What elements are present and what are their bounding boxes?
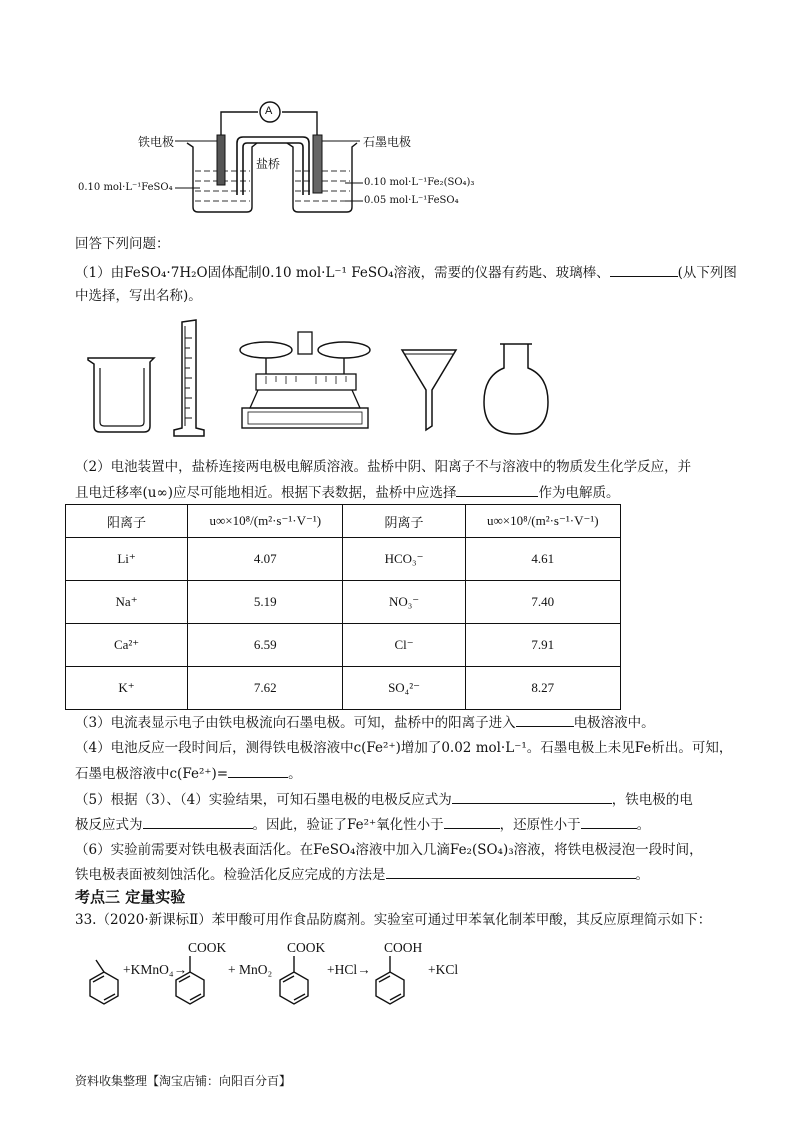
q5-tail: ，铁电极的电 bbox=[611, 792, 693, 808]
intro-text: 回答下列问题： bbox=[75, 236, 170, 252]
table-row bbox=[66, 581, 621, 624]
table-cell: 5.19 bbox=[188, 581, 343, 624]
q6-line1: （6）实验前需要对铁电极表面活化。在FeSO₄溶液中加入几滴Fe₂(SO₄)₃溶液，将铁电极浸泡一段时间， bbox=[75, 842, 703, 858]
q3-tail: 电极溶液中。 bbox=[573, 715, 655, 731]
q4-tail: 。 bbox=[288, 766, 302, 782]
q1-line1 bbox=[75, 262, 737, 283]
q2-line1: （2）电池装置中，盐桥连接两电极电解质溶液。盐桥中阴、阳离子不与溶液中的物质发生化学反应，并 bbox=[75, 459, 692, 475]
q6-answer-blank[interactable] bbox=[386, 864, 636, 879]
product-cook-1: COOK bbox=[188, 940, 227, 955]
table-header: u∞×10⁸/(m²·s⁻¹·V⁻¹) bbox=[188, 505, 343, 538]
reagent-kmno4: +KMnO₄→ bbox=[123, 962, 188, 977]
round-flask-icon bbox=[484, 344, 548, 434]
table-row bbox=[66, 538, 621, 581]
q4-answer-blank[interactable] bbox=[228, 763, 288, 778]
q5-text-a: 极反应式为 bbox=[75, 817, 143, 833]
q5-text-c: ，还原性小于 bbox=[499, 817, 581, 833]
benzoic-acid-structure bbox=[376, 956, 404, 1004]
table-header: 阳离子 bbox=[66, 505, 188, 538]
table-cell: Cl⁻ bbox=[343, 624, 465, 667]
q4-line2 bbox=[75, 763, 302, 784]
product-cook-2: COOK bbox=[287, 940, 326, 955]
product-cooh: COOH bbox=[384, 940, 423, 955]
q5-answer-blank-4[interactable] bbox=[581, 814, 637, 829]
q1-tail: (从下列图 bbox=[677, 265, 737, 281]
table-cell: NO₃⁻ bbox=[343, 581, 465, 624]
q3-text: （3）电流表显示电子由铁电极流向石墨电极。可知，盐桥中的阳离子进入 bbox=[75, 715, 516, 731]
q6-text: 铁电极表面被刻蚀活化。检验活化反应完成的方法是 bbox=[75, 867, 386, 883]
q6-line2 bbox=[75, 864, 649, 885]
product-mno2: + MnO₂ bbox=[228, 962, 273, 977]
q1-text: （1）由FeSO₄·7H₂O固体配制0.10 mol·L⁻¹ FeSO₄溶液，需要的仪器有药匙、玻璃棒、 bbox=[75, 265, 610, 281]
balance-icon bbox=[240, 332, 370, 428]
graphite-electrode-label: 石墨电极 bbox=[363, 135, 412, 149]
q5-line2 bbox=[75, 814, 650, 835]
table-cell: 6.59 bbox=[188, 624, 343, 667]
table-cell: 4.07 bbox=[188, 538, 343, 581]
q3-answer-blank[interactable] bbox=[516, 712, 574, 727]
q5-text: （5）根据（3）、（4）实验结果，可知石墨电极的电极反应式为 bbox=[75, 792, 452, 808]
table-cell: 7.91 bbox=[465, 624, 620, 667]
salt-bridge-label: 盐桥 bbox=[256, 157, 281, 171]
section-title: 考点三 定量实验 bbox=[75, 888, 186, 906]
q2-tail: 作为电解质。 bbox=[538, 485, 620, 501]
q2-text: 且电迁移率(u∞)应尽可能地相近。根据下表数据，盐桥中应选择 bbox=[75, 485, 457, 501]
q5-answer-blank-3[interactable] bbox=[444, 814, 500, 829]
instrument-row bbox=[80, 318, 560, 443]
table-cell: 4.61 bbox=[465, 538, 620, 581]
table-header: u∞×10⁸/(m²·s⁻¹·V⁻¹) bbox=[465, 505, 620, 538]
table-cell: HCO₃⁻ bbox=[343, 538, 465, 581]
ammeter-label: A bbox=[265, 105, 273, 117]
q1-line2: 中选择，写出名称)。 bbox=[75, 288, 202, 304]
table-cell: Ca²⁺ bbox=[66, 624, 188, 667]
reagent-hcl: +HCl→ bbox=[327, 962, 371, 977]
q6-tail: 。 bbox=[635, 867, 649, 883]
iron-electrode-label: 铁电极 bbox=[138, 135, 175, 149]
ion-mobility-table bbox=[65, 504, 621, 710]
table-cell: Li⁺ bbox=[66, 538, 188, 581]
table-row bbox=[66, 667, 621, 710]
q5-line1 bbox=[75, 789, 693, 810]
table-cell: 8.27 bbox=[465, 667, 620, 710]
funnel-icon bbox=[402, 350, 456, 430]
left-solution-label: 0.10 mol·L⁻¹FeSO₄ bbox=[78, 182, 173, 193]
table-header-row bbox=[66, 505, 621, 538]
table-cell: Na⁺ bbox=[66, 581, 188, 624]
q2-line2 bbox=[75, 482, 619, 503]
graduated-cylinder-icon bbox=[174, 320, 204, 436]
q4-text: 石墨电极溶液中c(Fe²⁺)= bbox=[75, 766, 229, 782]
beaker-icon bbox=[88, 358, 154, 432]
table-cell: K⁺ bbox=[66, 667, 188, 710]
q5-text-b: 。因此，验证了Fe²⁺氧化性小于 bbox=[252, 817, 444, 833]
q5-answer-blank-2[interactable] bbox=[143, 814, 253, 829]
table-cell: 7.40 bbox=[465, 581, 620, 624]
q2-answer-blank[interactable] bbox=[456, 482, 538, 497]
product-kcl: +KCl bbox=[428, 962, 459, 977]
footer-text: 资料收集整理【淘宝店铺：向阳百分百】 bbox=[75, 1074, 292, 1088]
q5-answer-blank-1[interactable] bbox=[452, 789, 612, 804]
table-row bbox=[66, 624, 621, 667]
table-header: 阴离子 bbox=[343, 505, 465, 538]
q3-line bbox=[75, 712, 655, 733]
q4-line1: （4）电池反应一段时间后，测得铁电极溶液中c(Fe²⁺)增加了0.02 mol·L⁻¹。石墨电极上未见Fe析出。可知， bbox=[75, 740, 733, 756]
benzoate-structure-2 bbox=[280, 956, 308, 1004]
q33-text: 33.（2020·新课标Ⅱ）苯甲酸可用作食品防腐剂。实验室可通过甲苯氧化制苯甲酸，其反应原理简示如下： bbox=[75, 912, 712, 928]
q5-text-d: 。 bbox=[636, 817, 651, 833]
right-solution-label-2: 0.05 mol·L⁻¹FeSO₄ bbox=[364, 195, 459, 206]
right-solution-label-1: 0.10 mol·L⁻¹Fe₂(SO₄)₃ bbox=[364, 177, 475, 188]
toluene-structure bbox=[90, 960, 118, 1004]
table-cell: 7.62 bbox=[188, 667, 343, 710]
q1-answer-blank[interactable] bbox=[610, 262, 678, 277]
table-cell: SO₄²⁻ bbox=[343, 667, 465, 710]
reaction-scheme bbox=[68, 932, 488, 1032]
